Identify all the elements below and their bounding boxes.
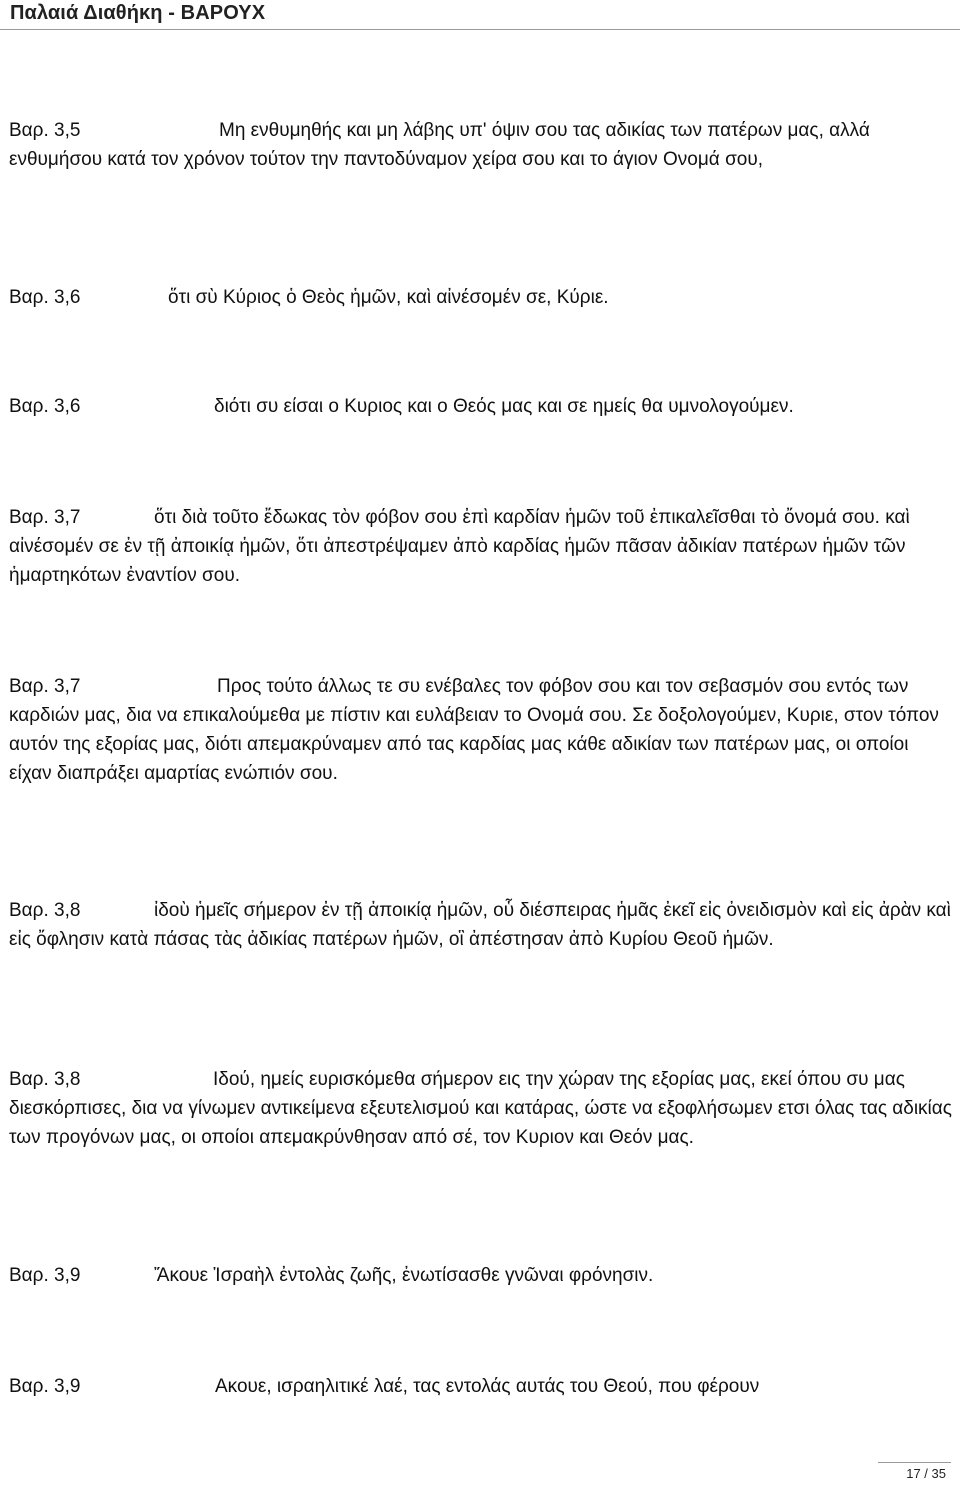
verse-text: ἰδοὺ ἡμεῖς σήμερον ἐν τῇ ἀποικίᾳ ἡμῶν, οὗ διέσπειρας ἡμᾶς ἐκεῖ εἰς ὀνειδισμὸν καὶ εἰς ἀρὰν καὶ εἰς ὄφλησιν κατὰ πάσας τὰς ἀδικίας πατέρων ἡμῶν, οἳ ἀπέστησαν ἀπὸ Κυρίου Θεοῦ ἡμῶν. <box>9 900 951 950</box>
verse-block <box>9 283 953 312</box>
verse-block <box>9 392 953 421</box>
document-title: Παλαιά Διαθήκη - ΒΑΡΟΥΧ <box>10 2 266 24</box>
verse-text: ὅτι διὰ τοῦτο ἔδωκας τὸν φόβον σου ἐπὶ καρδίαν ἡμῶν τοῦ ἐπικαλεῖσθαι τὸ ὄνομά σου. καὶ αἰνέσομέν σε ἐν τῇ ἀποικίᾳ ἡμῶν, ὅτι ἀπεστρέψαμεν ἀπὸ καρδίας ἡμῶν πᾶσαν ἀδικίαν πατέρων ἡμῶν τῶν ἡμαρτηκότων ἐναντίον σου. <box>9 507 910 586</box>
verse-reference: Βαρ. 3,9 <box>9 1265 81 1286</box>
verse-block <box>9 672 953 788</box>
verse-reference: Βαρ. 3,9 <box>9 1376 81 1397</box>
verse-reference: Βαρ. 3,6 <box>9 396 81 417</box>
verse-text: Ἄκουε Ἰσραὴλ ἐντολὰς ζωῆς, ἐνωτίσασθε γνῶναι φρόνησιν. <box>154 1265 654 1286</box>
verse-block <box>9 503 953 590</box>
page-number: 17 / 35 <box>906 1466 946 1481</box>
verse-reference: Βαρ. 3,5 <box>9 120 81 141</box>
verse-block <box>9 1261 953 1290</box>
verse-reference: Βαρ. 3,7 <box>9 676 81 697</box>
verse-reference: Βαρ. 3,8 <box>9 1069 81 1090</box>
verse-block <box>9 1065 953 1152</box>
verse-block <box>9 1372 953 1401</box>
verse-text: Ιδού, ημείς ευρισκόμεθα σήμερον εις την χώραν της εξορίας μας, εκεί όπου συ μας διεσκόρπισες, δια να γίνωμεν αντικείμενα εξευτελισμού και κατάρας, ώστε να εξοφλήσωμεν ετσι όλας τας αδικίας των προγόνων μας, οι οποίοι απεμακρύνθησαν από σέ, τον Κυριον και Θεόν μας. <box>9 1069 952 1148</box>
verse-reference: Βαρ. 3,8 <box>9 900 81 921</box>
verse-block <box>9 896 953 954</box>
verse-text: Μη ενθυμηθής και μη λάβης υπ' όψιν σου τας αδικίας των πατέρων μας, αλλά ενθυμήσου κατά τον χρόνον τούτον την παντοδύναμον χείρα σου και το άγιον Ονομά σου, <box>9 120 870 170</box>
verse-text: διότι συ είσαι ο Κυριος και ο Θεός μας και σε ημείς θα υμνολογούμεν. <box>214 396 794 417</box>
verse-text: ὅτι σὺ Κύριος ὁ Θεὸς ἡμῶν, καὶ αἰνέσομέν σε, Κύριε. <box>168 287 609 308</box>
verse-text: Ακουε, ισραηλιτικέ λαέ, τας εντολάς αυτάς του Θεού, που φέρουν <box>215 1376 760 1397</box>
footer-divider <box>878 1462 951 1463</box>
verse-reference: Βαρ. 3,6 <box>9 287 81 308</box>
verse-text: Προς τούτο άλλως τε συ ενέβαλες τον φόβον σου και τον σεβασμόν σου εντός των καρδιών μας, δια να επικαλούμεθα με πίστιν και ευλάβειαν το Ονομά σου. Σε δοξολογούμεν, Κυριε, στον τόπον αυτόν της εξορίας μας, διότι απεμακρύναμεν από τας καρδίας μας κάθε αδικίαν των πατέρων μας, οι οποίοι είχαν διαπράξει αμαρτίας ενώπιόν σου. <box>9 676 939 784</box>
verse-block <box>9 116 953 174</box>
document-header <box>0 0 960 30</box>
verse-reference: Βαρ. 3,7 <box>9 507 81 528</box>
